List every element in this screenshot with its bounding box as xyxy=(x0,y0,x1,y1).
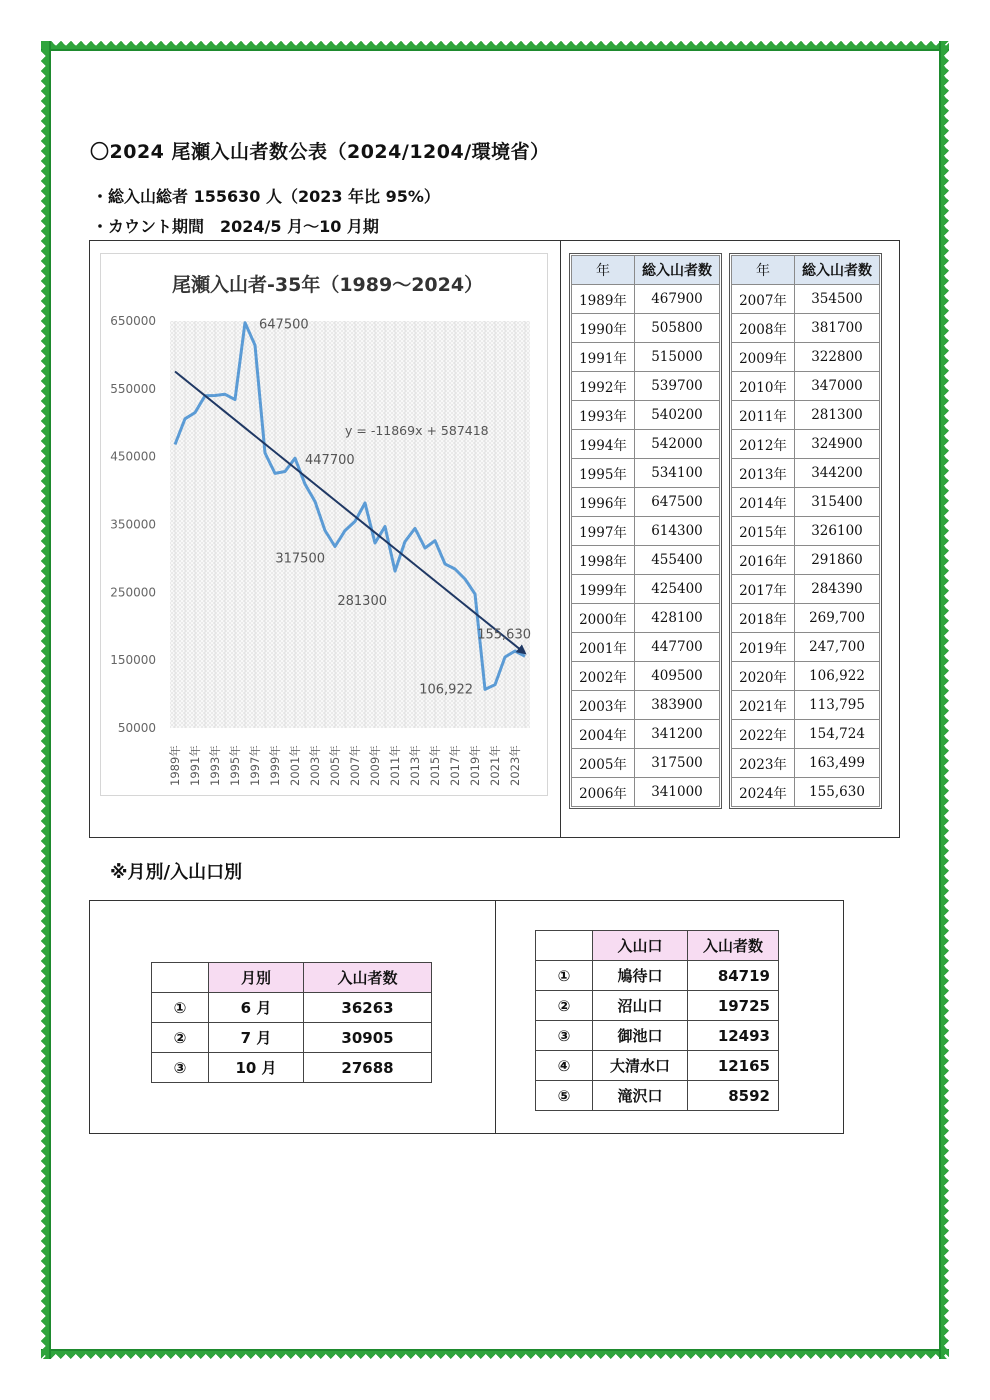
chart-title: 尾瀬入山者-35年（1989～2024） xyxy=(172,274,484,296)
count-cell: 383900 xyxy=(635,691,720,720)
x-tick-label: 2001年 xyxy=(288,745,302,786)
page-title: 〇2024 尾瀬入山者数公表（2024/1204/環境省） xyxy=(90,141,550,163)
table-row xyxy=(572,604,720,633)
count-cell: 281300 xyxy=(795,401,880,430)
x-tick-label: 2021年 xyxy=(488,745,502,786)
table-row xyxy=(572,720,720,749)
year-cell: 1995年 xyxy=(572,459,635,488)
table-row xyxy=(732,720,880,749)
count-cell: 8592 xyxy=(688,1081,779,1111)
year-cell: 2021年 xyxy=(732,691,795,720)
table-row xyxy=(152,993,432,1023)
year-cell: 2006年 xyxy=(572,778,635,807)
table-row xyxy=(572,430,720,459)
line-chart xyxy=(100,253,548,796)
header-count: 総入山者数 xyxy=(635,256,720,285)
count-cell: 505800 xyxy=(635,314,720,343)
year-cell: 2018年 xyxy=(732,604,795,633)
x-tick-label: 2009年 xyxy=(368,745,382,786)
header-blank xyxy=(536,931,593,961)
year-table-left xyxy=(571,255,720,807)
table-row xyxy=(732,662,880,691)
y-tick-label: 450000 xyxy=(110,449,156,464)
table-row xyxy=(572,285,720,314)
table-row xyxy=(732,604,880,633)
year-cell: 2008年 xyxy=(732,314,795,343)
y-tick-label: 550000 xyxy=(110,381,156,396)
header-count: 入山者数 xyxy=(688,931,779,961)
year-cell: 1989年 xyxy=(572,285,635,314)
gate-cell: 沼山口 xyxy=(593,991,688,1021)
x-tick-label: 2013年 xyxy=(408,745,422,786)
count-cell: 163,499 xyxy=(795,749,880,778)
year-cell: 2023年 xyxy=(732,749,795,778)
year-cell: 2010年 xyxy=(732,372,795,401)
year-cell: 2007年 xyxy=(732,285,795,314)
y-tick-label: 150000 xyxy=(110,653,156,668)
count-cell: 467900 xyxy=(635,285,720,314)
month-cell: 6 月 xyxy=(209,993,304,1023)
year-cell: 2024年 xyxy=(732,778,795,807)
count-cell: 447700 xyxy=(635,633,720,662)
rank-cell: ② xyxy=(152,1023,209,1053)
year-cell: 1998年 xyxy=(572,546,635,575)
header-gate: 入山口 xyxy=(593,931,688,961)
table-header-row xyxy=(732,256,880,285)
table-row xyxy=(152,1023,432,1053)
count-cell: 539700 xyxy=(635,372,720,401)
section-title-monthly-gate: ※月別/入山口別 xyxy=(110,862,243,883)
year-cell: 2017年 xyxy=(732,575,795,604)
table-header-row xyxy=(152,963,432,993)
border-bottom xyxy=(41,1349,949,1359)
count-cell: 27688 xyxy=(304,1053,432,1083)
table-row xyxy=(572,401,720,430)
data-label: 647500 xyxy=(259,317,309,333)
count-cell: 534100 xyxy=(635,459,720,488)
rank-cell: ① xyxy=(536,961,593,991)
x-tick-label: 2007年 xyxy=(348,745,362,786)
count-cell: 381700 xyxy=(795,314,880,343)
count-cell: 647500 xyxy=(635,488,720,517)
table-row xyxy=(572,749,720,778)
panel-divider xyxy=(560,241,561,837)
rank-cell: ① xyxy=(152,993,209,1023)
header-blank xyxy=(152,963,209,993)
table-row xyxy=(152,1053,432,1083)
table-row xyxy=(572,633,720,662)
table-row xyxy=(572,517,720,546)
x-tick-label: 2017年 xyxy=(448,745,462,786)
count-cell: 247,700 xyxy=(795,633,880,662)
table-row xyxy=(732,314,880,343)
table-row xyxy=(732,517,880,546)
rank-cell: ③ xyxy=(536,1021,593,1051)
count-cell: 12493 xyxy=(688,1021,779,1051)
border-top xyxy=(41,41,949,51)
x-tick-label: 2003年 xyxy=(308,745,322,786)
count-cell: 428100 xyxy=(635,604,720,633)
count-cell: 409500 xyxy=(635,662,720,691)
year-cell: 2001年 xyxy=(572,633,635,662)
table-row xyxy=(572,575,720,604)
table-row xyxy=(572,546,720,575)
month-cell: 7 月 xyxy=(209,1023,304,1053)
table-row xyxy=(536,1021,779,1051)
count-cell: 317500 xyxy=(635,749,720,778)
y-tick-label: 350000 xyxy=(110,517,156,532)
header-count: 総入山者数 xyxy=(795,256,880,285)
count-cell: 284390 xyxy=(795,575,880,604)
x-tick-label: 1989年 xyxy=(168,745,182,786)
gate-cell: 滝沢口 xyxy=(593,1081,688,1111)
count-cell: 341200 xyxy=(635,720,720,749)
gate-cell: 大清水口 xyxy=(593,1051,688,1081)
count-period-line: ・カウント期間 2024/5 月～10 月期 xyxy=(92,217,379,236)
table-row xyxy=(732,633,880,662)
year-cell: 2015年 xyxy=(732,517,795,546)
table-row xyxy=(732,459,880,488)
table-row xyxy=(732,546,880,575)
y-tick-label: 250000 xyxy=(110,585,156,600)
table-row xyxy=(572,691,720,720)
count-cell: 36263 xyxy=(304,993,432,1023)
x-tick-label: 1993年 xyxy=(208,745,222,786)
year-cell: 2002年 xyxy=(572,662,635,691)
table-row xyxy=(732,575,880,604)
table-row xyxy=(732,488,880,517)
year-cell: 2016年 xyxy=(732,546,795,575)
x-tick-label: 2015年 xyxy=(428,745,442,786)
count-cell: 12165 xyxy=(688,1051,779,1081)
table-row xyxy=(536,1081,779,1111)
data-label: 447700 xyxy=(305,453,355,469)
table-header-row xyxy=(572,256,720,285)
table-row xyxy=(572,662,720,691)
border-right xyxy=(939,41,949,1359)
count-cell: 154,724 xyxy=(795,720,880,749)
x-tick-label: 1995年 xyxy=(228,745,242,786)
count-cell: 540200 xyxy=(635,401,720,430)
table-row xyxy=(732,691,880,720)
table-row xyxy=(732,401,880,430)
count-cell: 341000 xyxy=(635,778,720,807)
border-left xyxy=(41,41,51,1359)
data-label: 317500 xyxy=(275,551,325,567)
x-tick-label: 2023年 xyxy=(508,745,522,786)
x-tick-label: 1991年 xyxy=(188,745,202,786)
count-cell: 155,630 xyxy=(795,778,880,807)
rank-cell: ③ xyxy=(152,1053,209,1083)
year-cell: 2013年 xyxy=(732,459,795,488)
trendline-equation: y = -11869x + 587418 xyxy=(345,423,489,438)
data-label: 155,630 xyxy=(477,627,531,643)
month-cell: 10 月 xyxy=(209,1053,304,1083)
gate-cell: 御池口 xyxy=(593,1021,688,1051)
table-row xyxy=(572,314,720,343)
table-row xyxy=(572,459,720,488)
year-cell: 1994年 xyxy=(572,430,635,459)
table-row xyxy=(732,430,880,459)
count-cell: 106,922 xyxy=(795,662,880,691)
y-tick-label: 50000 xyxy=(117,721,156,735)
count-cell: 19725 xyxy=(688,991,779,1021)
year-cell: 2004年 xyxy=(572,720,635,749)
year-cell: 1993年 xyxy=(572,401,635,430)
gate-cell: 鳩待口 xyxy=(593,961,688,991)
data-label: 281300 xyxy=(337,594,387,610)
year-cell: 1996年 xyxy=(572,488,635,517)
count-cell: 322800 xyxy=(795,343,880,372)
table-row xyxy=(536,961,779,991)
year-cell: 1992年 xyxy=(572,372,635,401)
count-cell: 614300 xyxy=(635,517,720,546)
count-cell: 425400 xyxy=(635,575,720,604)
table-row xyxy=(732,343,880,372)
count-cell: 344200 xyxy=(795,459,880,488)
year-cell: 2009年 xyxy=(732,343,795,372)
year-cell: 2005年 xyxy=(572,749,635,778)
count-cell: 326100 xyxy=(795,517,880,546)
count-cell: 315400 xyxy=(795,488,880,517)
count-cell: 113,795 xyxy=(795,691,880,720)
rank-cell: ④ xyxy=(536,1051,593,1081)
count-cell: 455400 xyxy=(635,546,720,575)
count-cell: 347000 xyxy=(795,372,880,401)
rank-cell: ⑤ xyxy=(536,1081,593,1111)
x-tick-label: 1997年 xyxy=(248,745,262,786)
panel-divider xyxy=(495,901,496,1133)
year-cell: 2022年 xyxy=(732,720,795,749)
x-tick-label: 2019年 xyxy=(468,745,482,786)
year-cell: 2012年 xyxy=(732,430,795,459)
table-row xyxy=(572,372,720,401)
year-cell: 2019年 xyxy=(732,633,795,662)
count-cell: 515000 xyxy=(635,343,720,372)
count-cell: 542000 xyxy=(635,430,720,459)
gate-table xyxy=(535,930,779,1111)
y-tick-label: 650000 xyxy=(110,314,156,328)
table-row xyxy=(536,1051,779,1081)
count-cell: 354500 xyxy=(795,285,880,314)
count-cell: 30905 xyxy=(304,1023,432,1053)
monthly-table xyxy=(151,962,432,1083)
x-tick-label: 2005年 xyxy=(328,745,342,786)
table-row xyxy=(732,372,880,401)
x-tick-label: 2011年 xyxy=(388,745,402,786)
year-cell: 1991年 xyxy=(572,343,635,372)
table-row xyxy=(732,778,880,807)
table-row xyxy=(572,488,720,517)
count-cell: 324900 xyxy=(795,430,880,459)
year-cell: 2011年 xyxy=(732,401,795,430)
year-table-right xyxy=(731,255,880,807)
table-row xyxy=(732,749,880,778)
count-cell: 84719 xyxy=(688,961,779,991)
total-visitors-line: ・総入山総者 155630 人（2023 年比 95%） xyxy=(92,187,440,206)
x-tick-label: 1999年 xyxy=(268,745,282,786)
header-year: 年 xyxy=(572,256,635,285)
header-count: 入山者数 xyxy=(304,963,432,993)
table-row xyxy=(536,991,779,1021)
data-label: 106,922 xyxy=(419,682,473,698)
year-cell: 2003年 xyxy=(572,691,635,720)
rank-cell: ② xyxy=(536,991,593,1021)
year-cell: 2020年 xyxy=(732,662,795,691)
year-cell: 2000年 xyxy=(572,604,635,633)
count-cell: 269,700 xyxy=(795,604,880,633)
year-cell: 1990年 xyxy=(572,314,635,343)
year-cell: 1999年 xyxy=(572,575,635,604)
header-month: 月別 xyxy=(209,963,304,993)
count-cell: 291860 xyxy=(795,546,880,575)
year-cell: 2014年 xyxy=(732,488,795,517)
year-cell: 1997年 xyxy=(572,517,635,546)
table-row xyxy=(572,343,720,372)
table-row xyxy=(732,285,880,314)
table-header-row xyxy=(536,931,779,961)
table-row xyxy=(572,778,720,807)
header-year: 年 xyxy=(732,256,795,285)
